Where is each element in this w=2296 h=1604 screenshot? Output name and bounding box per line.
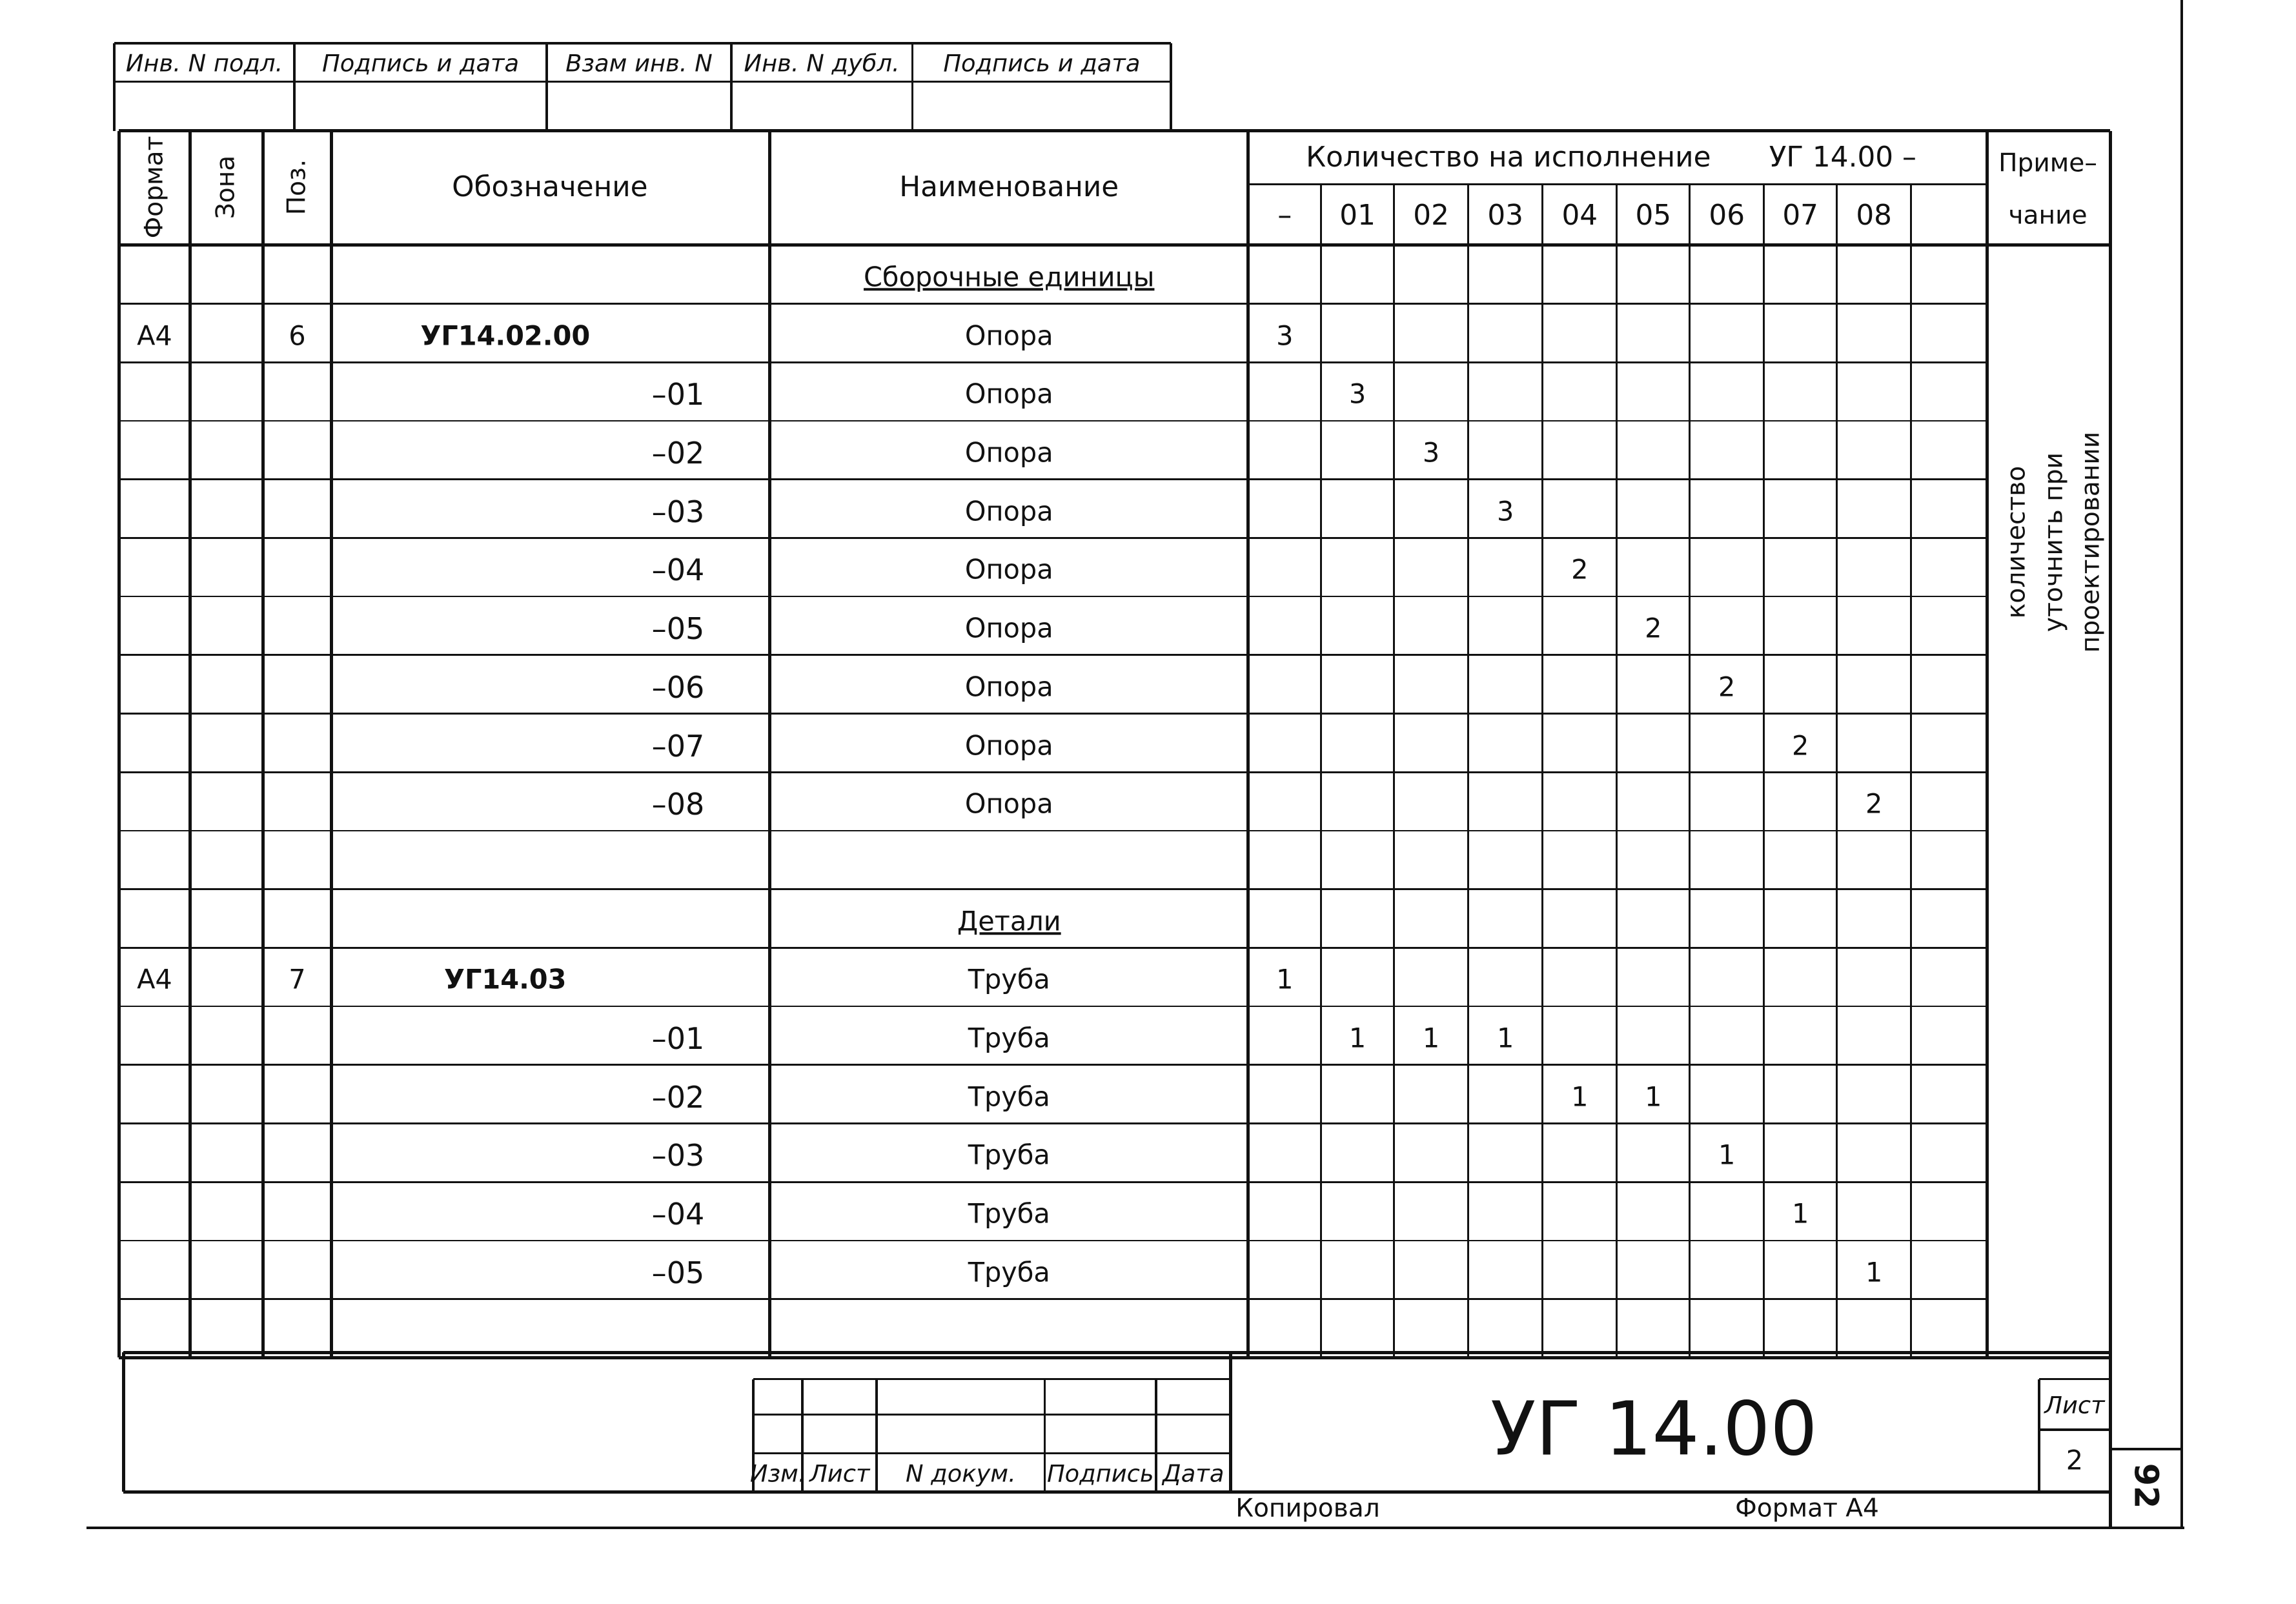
header-designation: Обозначение xyxy=(452,170,648,204)
row-line xyxy=(119,478,1987,480)
row-quantity: 1 xyxy=(1348,1022,1366,1054)
document-code: УГ 14.00 xyxy=(1490,1386,1818,1473)
row-name: Труба xyxy=(968,1257,1050,1288)
title-cell-line xyxy=(753,1414,1230,1416)
header-variant: 06 xyxy=(1709,198,1745,232)
row-designation: –02 xyxy=(651,1079,705,1115)
title-block-label: Изм. xyxy=(749,1459,806,1488)
row-name: Опора xyxy=(964,671,1053,703)
row-quantity: 3 xyxy=(1276,320,1294,351)
title-block-label: Дата xyxy=(1163,1459,1224,1488)
row-quantity: 2 xyxy=(1718,671,1736,703)
column-line xyxy=(330,131,333,1358)
column-line xyxy=(1910,184,1912,1357)
row-name: Труба xyxy=(968,1139,1050,1171)
stamp-label: Подпись и дата xyxy=(322,49,520,77)
title-cell-line xyxy=(875,1379,878,1492)
column-line xyxy=(1616,184,1618,1357)
row-designation: –05 xyxy=(651,1255,705,1290)
row-format: А4 xyxy=(137,964,172,995)
row-quantity: 2 xyxy=(1645,613,1662,644)
title-cell-line xyxy=(753,1378,1230,1381)
sheet-cell-line xyxy=(2038,1379,2040,1492)
row-designation: –04 xyxy=(651,1197,705,1232)
header-quantity-code: УГ 14.00 – xyxy=(1769,141,1916,174)
row-quantity: 2 xyxy=(1571,554,1589,585)
row-line xyxy=(119,654,1987,656)
row-quantity: 2 xyxy=(1792,729,1809,761)
row-quantity: 1 xyxy=(1276,964,1294,995)
header-variant: 05 xyxy=(1635,198,1672,232)
row-name: Труба xyxy=(968,1198,1050,1230)
section-title: Детали xyxy=(957,905,1061,937)
row-line xyxy=(119,1298,1987,1300)
row-designation: –01 xyxy=(651,1021,705,1057)
column-line xyxy=(768,131,771,1358)
stamp-divider xyxy=(1170,43,1172,131)
column-line xyxy=(1393,184,1395,1357)
column-line xyxy=(261,131,265,1358)
row-line xyxy=(119,361,1987,363)
row-name: Опора xyxy=(964,554,1053,585)
header-quantity-title: Количество на исполнение xyxy=(1306,141,1711,174)
page-number: 92 xyxy=(2127,1463,2166,1509)
row-quantity: 2 xyxy=(1865,788,1883,820)
table-bottom-line xyxy=(119,1356,2110,1359)
row-designation: УГ14.03 xyxy=(444,964,567,995)
note-vertical-text: уточнить при xyxy=(2039,452,2069,633)
row-designation: –05 xyxy=(651,611,705,647)
sheet-right-line xyxy=(2180,0,2183,1528)
header-bottom-line xyxy=(119,243,2110,247)
row-name: Опора xyxy=(964,613,1053,644)
row-designation: –03 xyxy=(651,494,705,529)
header-variant: 01 xyxy=(1339,198,1376,232)
header-variant: 08 xyxy=(1856,198,1892,232)
row-quantity: 3 xyxy=(1422,437,1440,469)
row-line xyxy=(119,947,1987,949)
row-designation: –08 xyxy=(651,787,705,822)
header-variant: 07 xyxy=(1782,198,1819,232)
row-line xyxy=(119,1240,1987,1242)
row-name: Опора xyxy=(964,495,1053,527)
row-name: Труба xyxy=(968,964,1050,995)
row-format: А4 xyxy=(137,320,172,351)
stamp-divider xyxy=(730,43,733,131)
row-line xyxy=(119,596,1987,598)
row-designation: –03 xyxy=(651,1138,705,1173)
column-line xyxy=(1467,184,1469,1357)
sheet-cell-line xyxy=(2039,1428,2111,1431)
row-quantity: 1 xyxy=(1422,1022,1440,1054)
stamp-divider xyxy=(293,43,296,131)
row-name: Опора xyxy=(964,378,1053,410)
row-line xyxy=(119,713,1987,715)
row-quantity: 1 xyxy=(1645,1081,1662,1113)
row-name: Опора xyxy=(964,320,1053,351)
column-line xyxy=(1689,184,1691,1357)
row-designation: УГ14.02.00 xyxy=(420,320,591,351)
header-variant: 03 xyxy=(1487,198,1524,232)
row-quantity: 1 xyxy=(1571,1081,1589,1113)
header-note: Приме– xyxy=(1998,148,2097,178)
row-quantity: 1 xyxy=(1497,1022,1514,1054)
stamp-border xyxy=(114,42,1171,45)
column-line xyxy=(188,131,192,1358)
stamp-divider xyxy=(545,43,548,131)
row-designation: –06 xyxy=(651,669,705,705)
row-line xyxy=(119,888,1987,890)
row-quantity: 3 xyxy=(1497,495,1514,527)
sheet-number: 2 xyxy=(2066,1445,2084,1476)
column-line xyxy=(1320,184,1322,1357)
row-name: Труба xyxy=(968,1081,1050,1113)
header-zone: Зона xyxy=(211,155,241,219)
row-name: Опора xyxy=(964,729,1053,761)
row-line xyxy=(119,771,1987,773)
stamp-label: Инв. N подл. xyxy=(125,49,283,77)
row-quantity: 1 xyxy=(1865,1257,1883,1288)
title-block-divider xyxy=(1229,1352,1232,1492)
stamp-divider xyxy=(113,43,116,131)
row-quantity: 1 xyxy=(1718,1139,1736,1171)
header-note: чание xyxy=(2008,201,2088,230)
header-format: Формат xyxy=(139,136,169,239)
row-line xyxy=(119,1006,1987,1008)
row-designation: –04 xyxy=(651,553,705,588)
row-designation: –02 xyxy=(651,435,705,471)
footer-format: Формат А4 xyxy=(1735,1494,1879,1523)
column-line xyxy=(2109,131,2112,1358)
page-number-box xyxy=(2110,1448,2182,1450)
header-name: Наименование xyxy=(899,170,1119,204)
row-pos: 6 xyxy=(289,320,306,351)
header-pos: Поз. xyxy=(282,159,312,216)
column-line xyxy=(117,131,121,1358)
title-cell-line xyxy=(753,1452,1230,1455)
column-line xyxy=(1541,184,1543,1357)
title-block-top xyxy=(123,1351,2110,1354)
row-quantity: 3 xyxy=(1348,378,1366,410)
row-designation: –07 xyxy=(651,728,705,764)
title-block-label: Лист xyxy=(809,1459,870,1488)
title-cell-line xyxy=(1044,1379,1046,1492)
row-line xyxy=(119,537,1987,539)
row-quantity: 1 xyxy=(1792,1198,1809,1230)
sheet-bottom-line xyxy=(86,1527,2185,1529)
row-line xyxy=(119,1181,1987,1183)
row-line xyxy=(119,420,1987,422)
column-line xyxy=(1763,184,1765,1357)
table-border xyxy=(119,129,2110,132)
column-line xyxy=(1836,184,1838,1357)
sheet-cell-line xyxy=(2039,1378,2111,1381)
stamp-label: Взам инв. N xyxy=(565,49,713,77)
title-block-left xyxy=(122,1352,125,1492)
note-vertical-text: количество xyxy=(2002,466,2031,619)
row-name: Опора xyxy=(964,788,1053,820)
column-line xyxy=(1986,131,1989,1358)
header-variant: 02 xyxy=(1413,198,1449,232)
title-block-label: N докум. xyxy=(906,1459,1016,1488)
header-variant: 04 xyxy=(1561,198,1598,232)
title-cell-line xyxy=(1155,1379,1157,1492)
row-name: Опора xyxy=(964,437,1053,469)
stamp-label: Инв. N дубл. xyxy=(744,49,900,77)
row-name: Труба xyxy=(968,1022,1050,1054)
title-block-label: Подпись xyxy=(1046,1459,1154,1488)
row-line xyxy=(119,830,1987,832)
stamp-line xyxy=(114,81,1171,83)
section-title: Сборочные единицы xyxy=(863,261,1155,293)
row-pos: 7 xyxy=(289,964,306,995)
stamp-divider xyxy=(911,43,914,131)
note-vertical-text: проектировании xyxy=(2076,432,2106,653)
footer-copied: Копировал xyxy=(1235,1494,1380,1523)
row-designation: –01 xyxy=(651,377,705,412)
sheet-label: Лист xyxy=(2044,1391,2105,1419)
row-line xyxy=(119,303,1987,305)
row-line xyxy=(119,1122,1987,1124)
row-line xyxy=(119,1064,1987,1066)
header-variant: – xyxy=(1277,198,1292,232)
stamp-label: Подпись и дата xyxy=(943,49,1141,77)
column-line xyxy=(1246,131,1250,1358)
